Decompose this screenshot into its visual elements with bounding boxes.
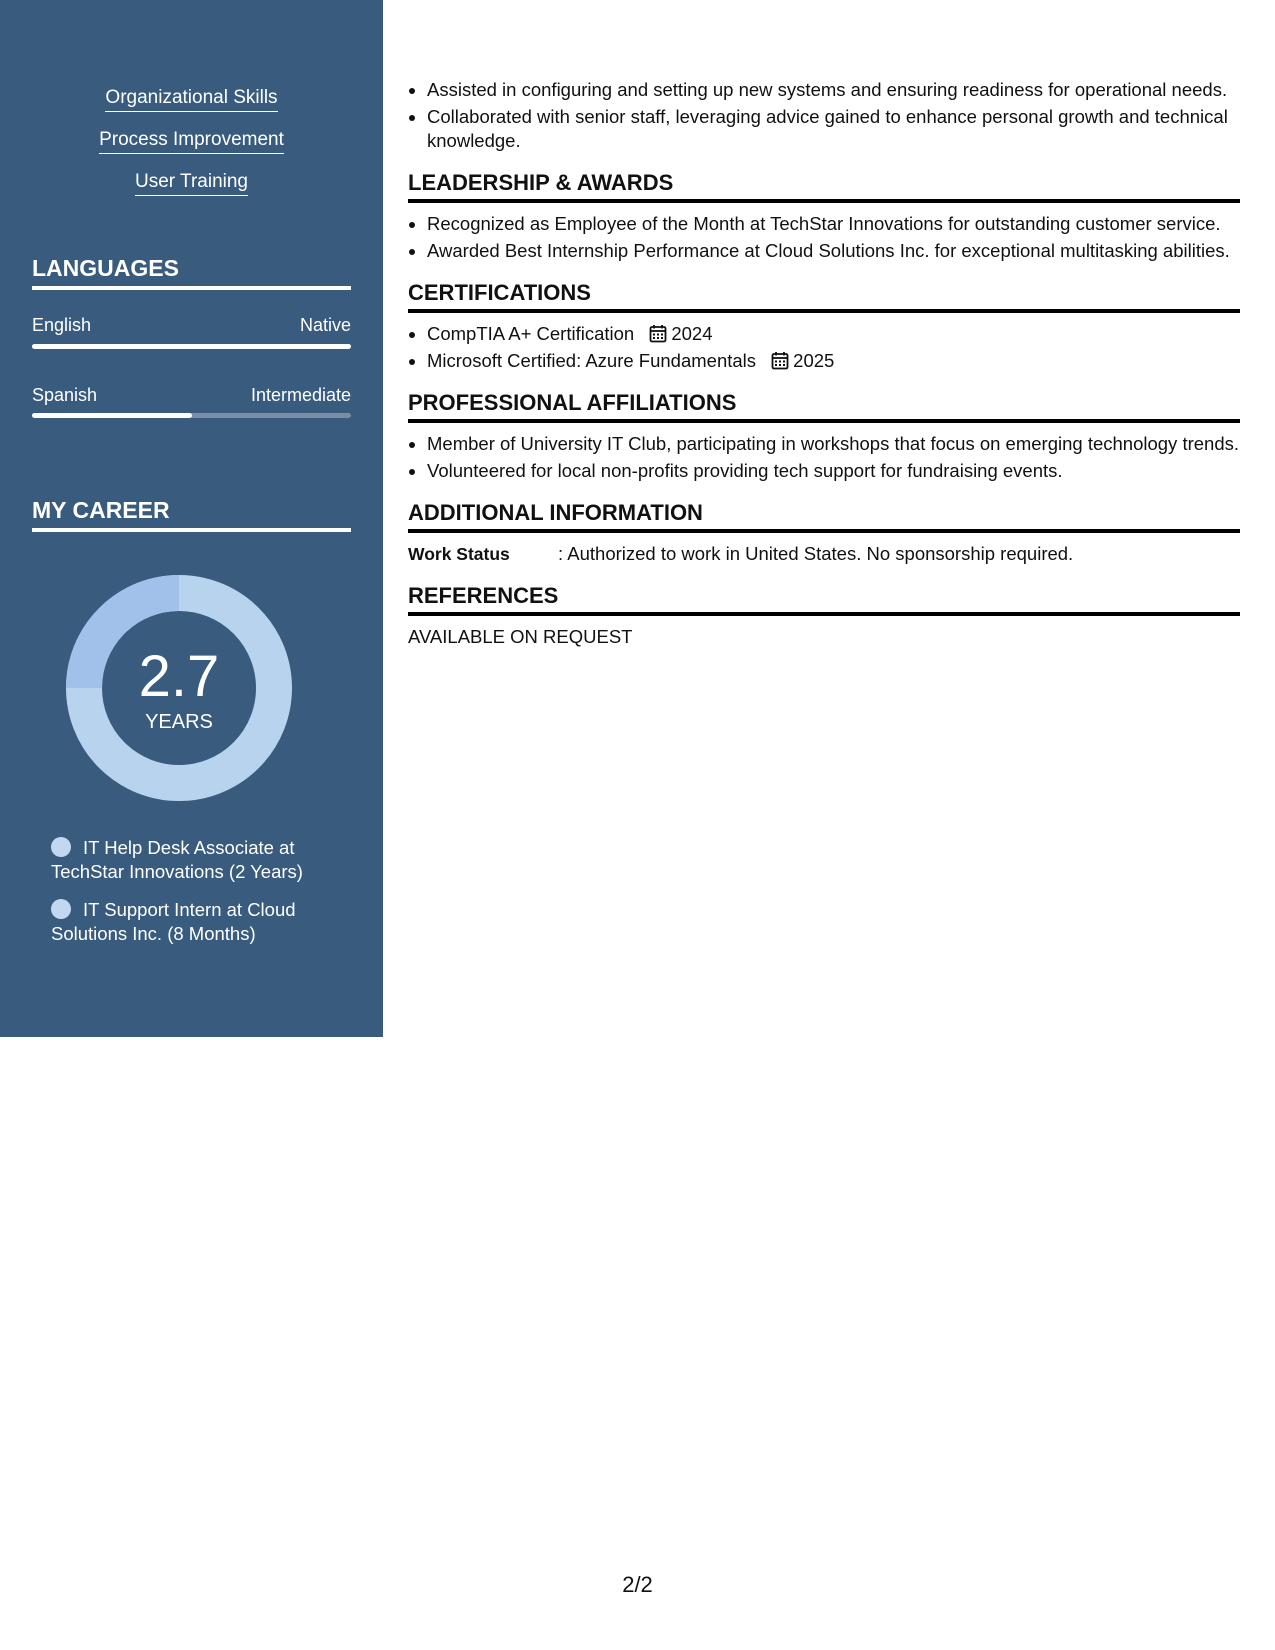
main-content — [408, 78, 1240, 649]
list-item: • Assisted in configuring and setting up new systems and ensuring readiness for operational needs. — [427, 78, 1240, 102]
certification-year: 2024 — [671, 323, 713, 344]
work-status-value: : Authorized to work in United States. No sponsorship required. — [558, 543, 1074, 564]
experience-bullets — [408, 78, 1240, 153]
career-item-text: IT Help Desk Associate at TechStar Innovations (2 Years) — [51, 837, 303, 882]
certification-item — [427, 349, 1240, 373]
list-item: • Collaborated with senior staff, leveraging advice gained to enhance personal growth and technical knowledge. — [427, 105, 1240, 153]
language-bar-fill — [32, 413, 192, 418]
certification-year: 2025 — [793, 350, 835, 371]
language-name: English — [32, 315, 92, 335]
list-item: • Recognized as Employee of the Month at TechStar Innovations for outstanding customer service. — [427, 212, 1240, 236]
list-item: • Volunteered for local non-profits providing tech support for fundraising events. — [427, 459, 1240, 483]
career-item — [51, 898, 321, 946]
languages-heading: LANGUAGES — [32, 254, 351, 290]
skill-item: Organizational Skills — [105, 87, 277, 112]
language-bar-english — [32, 344, 351, 349]
affiliations-heading: PROFESSIONAL AFFILIATIONS — [408, 390, 1240, 423]
career-item-text: IT Support Intern at Cloud Solutions Inc. (8 Months) — [51, 899, 296, 944]
list-item: • Awarded Best Internship Performance at Cloud Solutions Inc. for exceptional multitasking abilities. — [427, 239, 1240, 263]
certifications-heading: CERTIFICATIONS — [408, 280, 1240, 313]
certification-name: CompTIA A+ Certification — [427, 323, 635, 344]
sidebar — [0, 0, 383, 1037]
work-status-label: Work Status — [408, 544, 510, 564]
list-item: • Member of University IT Club, participating in workshops that focus on emerging technology trends. — [427, 432, 1240, 456]
skill-item: User Training — [135, 171, 248, 196]
language-name: Spanish — [32, 385, 98, 405]
leadership-list — [408, 212, 1240, 263]
bullet-dot-icon — [51, 899, 71, 919]
language-level: Native — [299, 315, 351, 335]
calendar-icon — [649, 324, 667, 343]
calendar-icon — [771, 351, 789, 370]
career-item — [51, 836, 321, 884]
references-text: AVAILABLE ON REQUEST — [408, 626, 633, 647]
language-row-spanish — [32, 384, 351, 406]
certification-item — [427, 322, 1240, 346]
career-heading: MY CAREER — [32, 496, 351, 532]
language-bar-spanish — [32, 413, 351, 418]
certification-name: Microsoft Certified: Azure Fundamentals — [427, 350, 757, 371]
additional-info-heading: ADDITIONAL INFORMATION — [408, 500, 1240, 533]
page-number: 2/2 — [622, 1572, 653, 1597]
references-heading: REFERENCES — [408, 583, 1240, 616]
language-bar-fill — [32, 344, 351, 349]
career-total-unit: YEARS — [145, 711, 213, 733]
certifications-list — [408, 322, 1240, 373]
language-level: Intermediate — [250, 385, 351, 405]
leadership-heading: LEADERSHIP & AWARDS — [408, 170, 1240, 203]
affiliations-list — [408, 432, 1240, 483]
bullet-dot-icon — [51, 837, 71, 857]
skill-item: Process Improvement — [99, 129, 284, 154]
language-row-english — [32, 314, 351, 336]
skills-list — [0, 87, 383, 213]
work-status-row — [408, 542, 1240, 566]
career-total-years: 2.7 — [138, 644, 220, 709]
